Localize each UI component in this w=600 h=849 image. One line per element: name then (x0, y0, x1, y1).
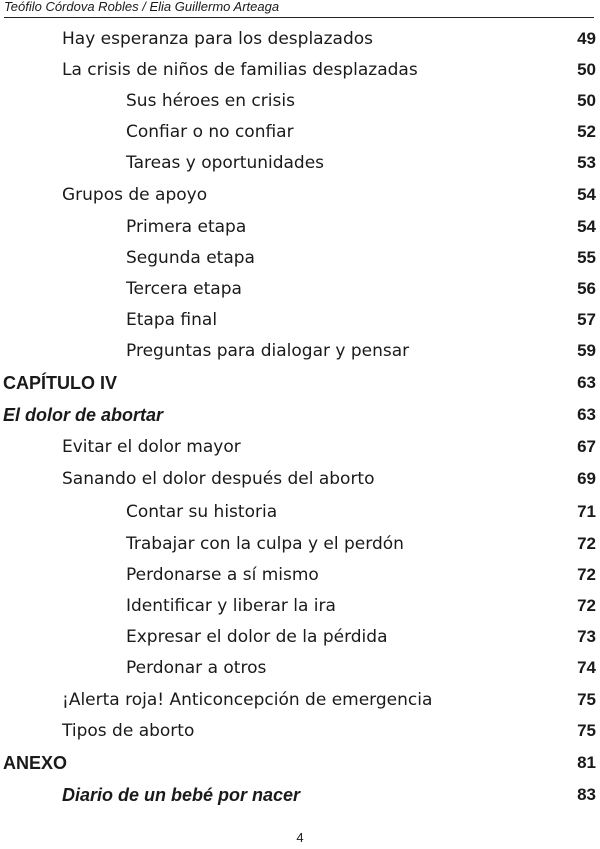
toc-entry (0, 719, 600, 747)
toc-entry (0, 27, 600, 55)
toc-entry-page: 72 (577, 596, 596, 615)
toc-chapter-title (0, 403, 600, 431)
toc-entry-page: 69 (577, 469, 596, 488)
toc-entry-label: Tercera etapa (126, 279, 242, 299)
toc-entry-page: 72 (577, 534, 596, 553)
toc-entry (0, 563, 600, 591)
toc-entry-label: Perdonarse a sí mismo (126, 565, 319, 585)
toc-entry-label: Contar su historia (126, 502, 278, 522)
toc-entry-page: 56 (577, 279, 596, 298)
toc-entry (0, 215, 600, 243)
toc-entry-page: 57 (577, 310, 596, 329)
toc-entry-label: Grupos de apoyo (62, 185, 208, 205)
toc-entry-label: Diario de un bebé por nacer (62, 785, 301, 805)
toc-entry-page: 81 (577, 753, 596, 772)
toc-entry-page: 54 (577, 217, 596, 236)
toc-entry-page: 50 (577, 60, 596, 79)
toc-entry (0, 120, 600, 148)
running-header: Teófilo Córdova Robles / Elia Guillermo Arteaga (4, 0, 594, 18)
toc-entry-page: 75 (577, 690, 596, 709)
toc-entry-label: Tareas y oportunidades (126, 153, 325, 173)
toc-entry-label: Primera etapa (126, 217, 247, 237)
toc-entry (0, 688, 600, 716)
toc-entry-page: 49 (577, 29, 596, 48)
toc-entry-label: ¡Alerta roja! Anticoncepción de emergencia (62, 690, 433, 710)
toc-entry-label: Expresar el dolor de la pérdida (126, 627, 388, 647)
toc-entry-label: Preguntas para dialogar y pensar (126, 341, 410, 361)
toc-entry-page: 50 (577, 91, 596, 110)
toc-entry (0, 246, 600, 274)
toc-entry (0, 277, 600, 305)
toc-entry-page: 59 (577, 341, 596, 360)
toc-entry (0, 625, 600, 653)
toc-entry (0, 183, 600, 211)
toc-entry-page: 63 (577, 373, 596, 392)
toc-section-title (0, 783, 600, 811)
toc-entry-page: 73 (577, 627, 596, 646)
toc-entry-page: 63 (577, 405, 596, 424)
toc-entry-label: Tipos de aborto (62, 721, 195, 741)
toc-entry-label: Trabajar con la culpa y el perdón (126, 534, 404, 554)
toc-entry (0, 89, 600, 117)
toc-entry (0, 594, 600, 622)
toc-chapter-heading (0, 371, 600, 399)
toc-entry-label: Sus héroes en crisis (126, 91, 295, 111)
toc-entry-page: 71 (577, 502, 596, 521)
toc-entry-label: Segunda etapa (126, 248, 255, 268)
toc-entry (0, 339, 600, 367)
toc-entry-page: 52 (577, 122, 596, 141)
toc-entry-label: Confiar o no confiar (126, 122, 294, 142)
toc-entry-label: Evitar el dolor mayor (62, 437, 241, 457)
toc-entry-label: Hay esperanza para los desplazados (62, 29, 373, 49)
toc-entry-label: El dolor de abortar (3, 405, 164, 425)
toc-entry-page: 53 (577, 153, 596, 172)
toc-section-heading (0, 751, 600, 779)
toc-entry-label: La crisis de niños de familias desplazadas (62, 60, 418, 80)
toc-entry-page: 55 (577, 248, 596, 267)
toc-entry-label: Perdonar a otros (126, 658, 267, 678)
toc-entry-page: 75 (577, 721, 596, 740)
toc-entry (0, 151, 600, 179)
toc-entry (0, 500, 600, 528)
toc-entry-page: 54 (577, 185, 596, 204)
toc-entry-page: 83 (577, 785, 596, 804)
toc-entry-label: Sanando el dolor después del aborto (62, 469, 375, 489)
toc-entry-page: 67 (577, 437, 596, 456)
toc-entry (0, 656, 600, 684)
toc-entry-label: CAPÍTULO IV (3, 373, 118, 393)
toc-entry (0, 435, 600, 463)
page-number: 4 (296, 830, 304, 845)
toc-entry-label: Identificar y liberar la ira (126, 596, 336, 616)
toc-entry (0, 308, 600, 336)
toc-entry-label: ANEXO (3, 753, 68, 773)
toc-entry-page: 72 (577, 565, 596, 584)
toc-entry-page: 74 (577, 658, 596, 677)
toc-entry (0, 532, 600, 560)
toc-entry-label: Etapa final (126, 310, 218, 330)
toc-entry (0, 58, 600, 86)
toc-entry (0, 467, 600, 495)
